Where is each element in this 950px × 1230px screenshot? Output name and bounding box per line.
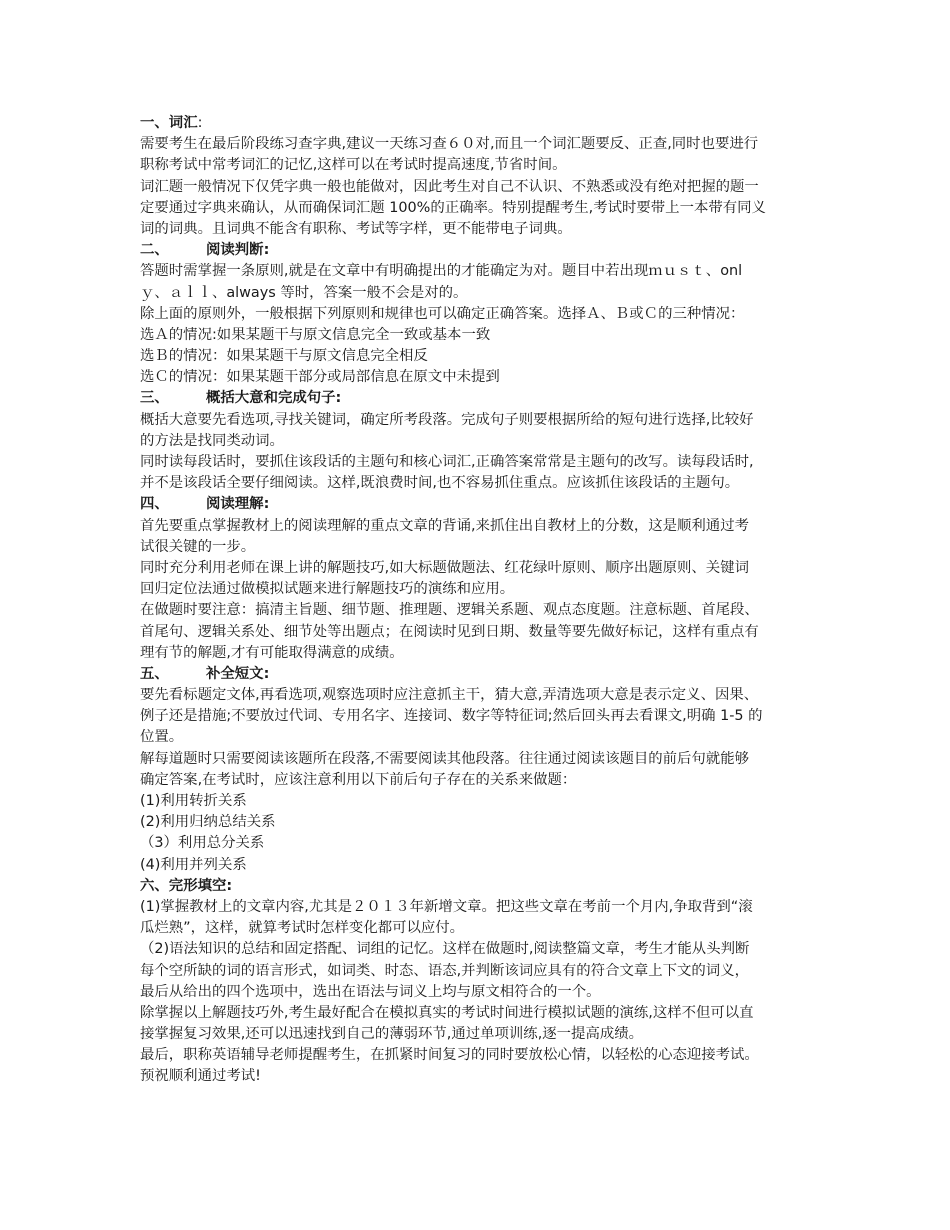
paragraph-line: 试很关键的一步。	[140, 538, 256, 555]
paragraph-line: 在做题时要注意：搞清主旨题、细节题、推理题、逻辑关系题、观点态度题。注意标题、首尾段、	[140, 602, 759, 619]
section-title: 完形填空:	[168, 877, 233, 894]
paragraph-line: 选Ａ的情况:如果某题干与原文信息完全一致或基本一致	[140, 326, 491, 343]
section-title: 补全短文:	[206, 665, 270, 682]
paragraph-line: 定要通过字典来确认，从而确保词汇题 100%的正确率。特别提醒考生,考试时要带上一本带有同义	[140, 199, 766, 216]
paragraph-line: 同时读每段话时，要抓住该段话的主题句和核心词汇,正确答案常常是主题句的改写。读每段话时,	[140, 454, 754, 470]
paragraph-line: 要先看标题定文体,再看选项,观察选项时应注意抓主干，猜大意,弄清选项大意是表示定义、因果、	[140, 687, 759, 704]
section-number: 三、	[140, 390, 169, 407]
paragraph-line: 选Ｃ的情况：如果某题干部分或局部信息在原文中未提到	[140, 369, 500, 386]
section-number: 四、	[140, 496, 169, 513]
section-heading	[140, 240, 812, 261]
paragraph-line: 瓜烂熟”，这样，就算考试时怎样变化都可以应付。	[140, 920, 465, 937]
paragraph-line: (1)利用转折关系	[140, 793, 247, 809]
paragraph-line: (1)掌握教材上的文章内容,尤其是２０１３年新增文章。把这些文章在考前一个月内,争取背到“滚	[140, 898, 753, 915]
paragraph-line: 预祝顺利通过考试!	[140, 1068, 261, 1085]
paragraph-line: （2)语法知识的总结和固定搭配、词组的记忆。这样在做题时,阅读整篇文章，考生才能从头判断	[140, 941, 750, 958]
section-heading	[140, 664, 812, 685]
section-number: 一、	[140, 115, 169, 131]
section-title: 阅读理解:	[206, 496, 270, 513]
paragraph-line: 词的词典。且词典不能含有职称、考试等字样，更不能带电子词典。	[140, 220, 572, 237]
paragraph-line: 需要考生在最后阶段练习查字典,建议一天练习查６０对,而且一个词汇题要反、正查,同时也要进行	[140, 136, 759, 153]
section-heading	[140, 113, 812, 134]
section-title: 词汇	[168, 115, 198, 131]
paragraph-line: ｙ、ａｌｌ、always 等时，答案一般不会是对的。	[140, 284, 468, 301]
paragraph-line: 首先要重点掌握教材上的阅读理解的重点文章的背诵,来抓住出自教材上的分数，这是顺利通过考	[140, 517, 749, 534]
section-heading	[140, 876, 812, 897]
paragraph-line: 除掌握以上解题技巧外,考生最好配合在模拟真实的考试时间进行模拟试题的演练,这样不但可以直	[140, 1004, 754, 1021]
section-title: 概括大意和完成句子:	[206, 390, 342, 407]
paragraph-line: 除上面的原则外，一般根据下列原则和规律也可以确定正确答案。选择Ａ、Ｂ或Ｃ的三种情况：	[140, 305, 745, 322]
paragraph-line: 并不是该段话全要仔细阅读。这样,既浪费时间,也不容易抓住重点。应该抓住该段话的主题句。	[140, 475, 740, 492]
section-number: 六、	[140, 877, 169, 894]
paragraph-line: 例子还是措施;不要放过代词、专用名字、连接词、数字等特征词;然后回头再去看课文,明确 1-5 的	[140, 708, 763, 725]
section-number: 二、	[140, 242, 169, 259]
paragraph-line: 解每道题时只需要阅读该题所在段落,不需要阅读其他段落。往往通过阅读该题目的前后句就能够	[140, 750, 749, 767]
paragraph-line: 每个空所缺的词的语言形式，如词类、时态、语态,并判断该词应具有的符合文章上下文的词义，	[140, 962, 749, 979]
paragraph-line: 选Ｂ的情况：如果某题干与原文信息完全相反	[140, 348, 428, 365]
section-title: 阅读判断:	[206, 242, 270, 259]
paragraph-line: 回归定位法通过做模拟试题来进行解题技巧的演练和应用。	[140, 581, 515, 598]
paragraph-line: 确定答案,在考试时，应该注意利用以下前后句子存在的关系来做题：	[140, 771, 577, 788]
paragraph-line: (2)利用归纳总结关系	[140, 814, 276, 831]
paragraph-line: 词汇题一般情况下仅凭字典一般也能做对，因此考生对自己不认识、不熟悉或没有绝对把握的题一	[140, 178, 759, 195]
paragraph-line: (4)利用并列关系	[140, 856, 247, 873]
section-number: 五、	[140, 665, 169, 682]
paragraph-line: 接掌握复习效果,还可以迅速找到自己的薄弱环节,通过单项训练,逐一提高成绩。	[140, 1026, 644, 1043]
paragraph-line: 概括大意要先看选项,寻找关键词，确定所考段落。完成句子则要根据所给的短句进行选择,比较好	[140, 411, 754, 428]
paragraph-line: 理有节的解题,才有可能取得满意的成绩。	[140, 644, 404, 661]
paragraph-line: 同时充分利用老师在课上讲的解题技巧,如大标题做题法、红花绿叶原则、顺序出题原则、关键词	[140, 559, 749, 576]
section-heading	[140, 388, 812, 409]
paragraph-line: 位置。	[140, 729, 184, 746]
paragraph-line: 的方法是找同类动词。	[140, 432, 284, 449]
paragraph-line: 最后从给出的四个选项中，选出在语法与词义上均与原文相符合的一个。	[140, 983, 601, 1000]
paragraph-line: 首尾句、逻辑关系处、细节处等出题点；在阅读时见到日期、数量等要先做好标记，这样有重点有	[140, 623, 759, 640]
paragraph-line: 最后，职称英语辅导老师提醒考生，在抓紧时间复习的同时要放松心情，以轻松的心态迎接考试。	[140, 1047, 759, 1064]
paragraph-line: （3）利用总分关系	[140, 835, 265, 852]
section-heading	[140, 494, 812, 515]
paragraph-line: 职称考试中常考词汇的记忆,这样可以在考试时提高速度,节省时间。	[140, 157, 567, 174]
paragraph-line: 答题时需掌握一条原则,就是在文章中有明确提出的才能确定为对。题目中若出现ｍｕｓｔ、onl	[140, 263, 743, 280]
section-title-suffix: :	[197, 115, 203, 131]
document-body	[140, 113, 812, 1088]
